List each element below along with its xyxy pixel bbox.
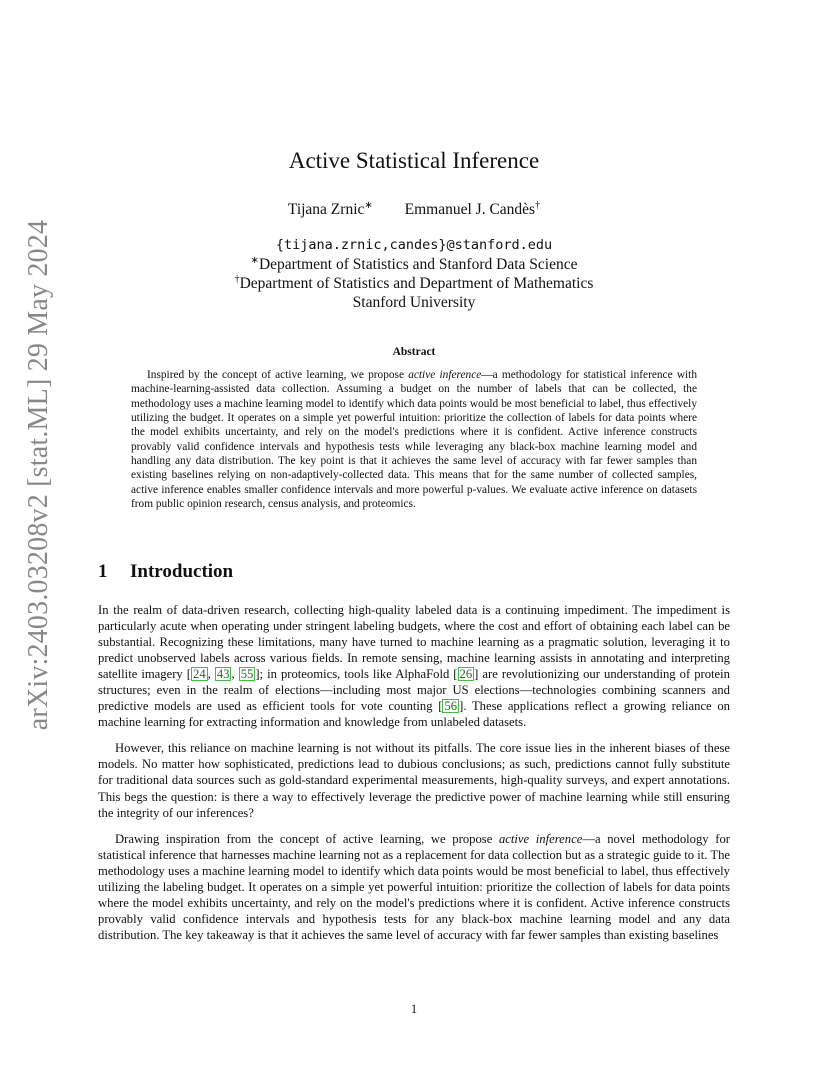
paragraph-text: In the realm of data-driven research, collecting high-quality labeled data is a continuing impediment. The impediment is particularly acute when operating under stringent labeling budgets, where the cost and effort of obtaining each label can be substantial. Recognizing these limitations, many have turned to machine learning as a pragmatic solution, leveraging it to predict unobserved labels across various fields. In remote sensing, machine learning assists in annotating and interpreting satellite imagery [ <box>98 603 730 682</box>
paragraph-text: ] are revolutionizing our understanding of protein structures; even in the realm of elections—including most major US elections—technologies combining scanners and predictive models are used as efficient tools for vote counting [ <box>98 667 731 714</box>
affiliation-text: Department of Statistics and Department of Mathematics <box>239 275 594 292</box>
paper-title: Active Statistical Inference <box>288 148 540 173</box>
paragraph-text: ]. These applications reflect a growing reliance on machine learning for extracting information and knowledge from unlabeled datasets. <box>98 699 730 730</box>
section-heading <box>98 561 233 583</box>
affiliation-mark: ∗ <box>250 254 259 266</box>
author-email[interactable]: {tijana.zrnic,candes}@stanford.edu <box>275 237 553 253</box>
paragraph <box>98 831 730 943</box>
section-number: 1 <box>98 561 108 582</box>
paragraph-text: Drawing inspiration from the concept of active learning, we propose <box>115 831 499 846</box>
abstract-body <box>131 368 697 511</box>
paragraph-text: —a novel methodology for statistical inference that harnesses machine learning not as a replacement for data collection but as a strategic guide to it. The methodology uses a machine learning model to identify which data points would be most beneficial to label, thus effectively utilizing the labeling budget. It operates on a simple yet powerful intuition: prioritize the collection of labels for data points where the model exhibits uncertainty, and rely on the model's predictions where it is confident. Active inference constructs provably valid confidence intervals and hypothesis tests for any black-box machine learning model and any data distribution. The key takeaway is that it achieves the same level of accuracy with far fewer samples than existing baselines <box>98 831 730 942</box>
abstract-emphasis: active inference <box>408 369 482 381</box>
section-body <box>98 602 730 953</box>
author <box>288 200 373 220</box>
affiliation-text: Department of Statistics and Stanford Data Science <box>258 256 578 273</box>
author <box>405 200 540 220</box>
affiliation-line <box>0 274 828 293</box>
paragraph-text: ]; in proteomics, tools like AlphaFold [ <box>255 667 458 682</box>
university: Stanford University <box>352 294 476 311</box>
author-name: Emmanuel J. Candès <box>404 201 536 218</box>
arxiv-stamp <box>14 219 64 731</box>
author-mark: † <box>535 199 541 211</box>
affiliation-line <box>0 255 828 274</box>
section-title: Introduction <box>130 561 234 582</box>
citation-link[interactable]: 43 <box>216 667 230 682</box>
citation-link[interactable]: 24 <box>193 667 206 682</box>
author-mark: ∗ <box>364 199 373 211</box>
citation-link[interactable]: 55 <box>240 667 254 682</box>
page-number: 1 <box>410 1002 418 1016</box>
abstract-text: Inspired by the concept of active learning, we propose <box>147 369 409 381</box>
citation-link[interactable]: 56 <box>444 699 458 714</box>
arxiv-stamp-text: arXiv:2403.03208v2 [stat.ML] 29 May 2024 <box>23 219 55 731</box>
author-list <box>0 200 828 220</box>
affiliation-mark: † <box>234 273 240 285</box>
affiliations <box>0 236 828 312</box>
paragraph-emphasis: active inference <box>498 831 583 846</box>
abstract-heading: Abstract <box>392 346 436 358</box>
paragraph: In the realm of data-driven research, collecting high-quality labeled data is a continuing impediment. The impediment is particularly acute when operating under stringent labeling budgets, where the cost and effort of obtaining each label can be substantial. Recognizing these limitations, many have turned to machine learning as a pragmatic solution, leveraging it to predict unobserved labels across various fields. In remote sensing, machine learning assists in annotating and interpreting satellite imagery [ 24 , 43 , 55 ]; in proteomics, tools like AlphaFold [ 26 ] are revolutionizing our understanding of protein structures; even in the realm of elections—including most major US elections—technologies combining scanners and predictive models are used as efficient tools for vote counting [ 56 ]. These applications reflect a growing reliance on machine learning for extracting information and knowledge from unlabeled datasets. <box>98 603 731 730</box>
abstract-text: —a methodology for statistical inference with machine-learning-assisted data collection. Assuming a budget on the number of labels that can be collected, the methodology uses a machine learning model to identify which data points would be most beneficial to label, thus effectively utilizing the budget. It operates on a simple yet powerful intuition: prioritize the collection of labels for data points where the model exhibits uncertainty, and rely on the model's predictions where it is confident. Active inference constructs provably valid confidence intervals and hypothesis tests while leveraging any black-box machine learning model and handling any data distribution. The key point is that it achieves the same level of accuracy with far fewer samples than existing baselines relying on non-adaptively-collected data. This means that for the same number of collected samples, active inference enables smaller confidence intervals and more powerful p-values. We evaluate active inference on datasets from public opinion research, census analysis, and proteomics. <box>131 369 697 511</box>
author-name: Tijana Zrnic <box>287 201 365 218</box>
paragraph: However, this reliance on machine learning is not without its pitfalls. The core issue lies in the inherent biases of these models. No matter how sophisticated, predictions lead to dubious conclusions; as such, predictions cannot fully substitute for traditional data sources such as gold-standard experimental measurements, high-quality surveys, and expert annotations. This begs the question: is there a way to effectively leverage the predictive power of machine learning while still ensuring the integrity of our inferences? <box>98 741 730 820</box>
citation-link[interactable]: 26 <box>459 667 473 682</box>
